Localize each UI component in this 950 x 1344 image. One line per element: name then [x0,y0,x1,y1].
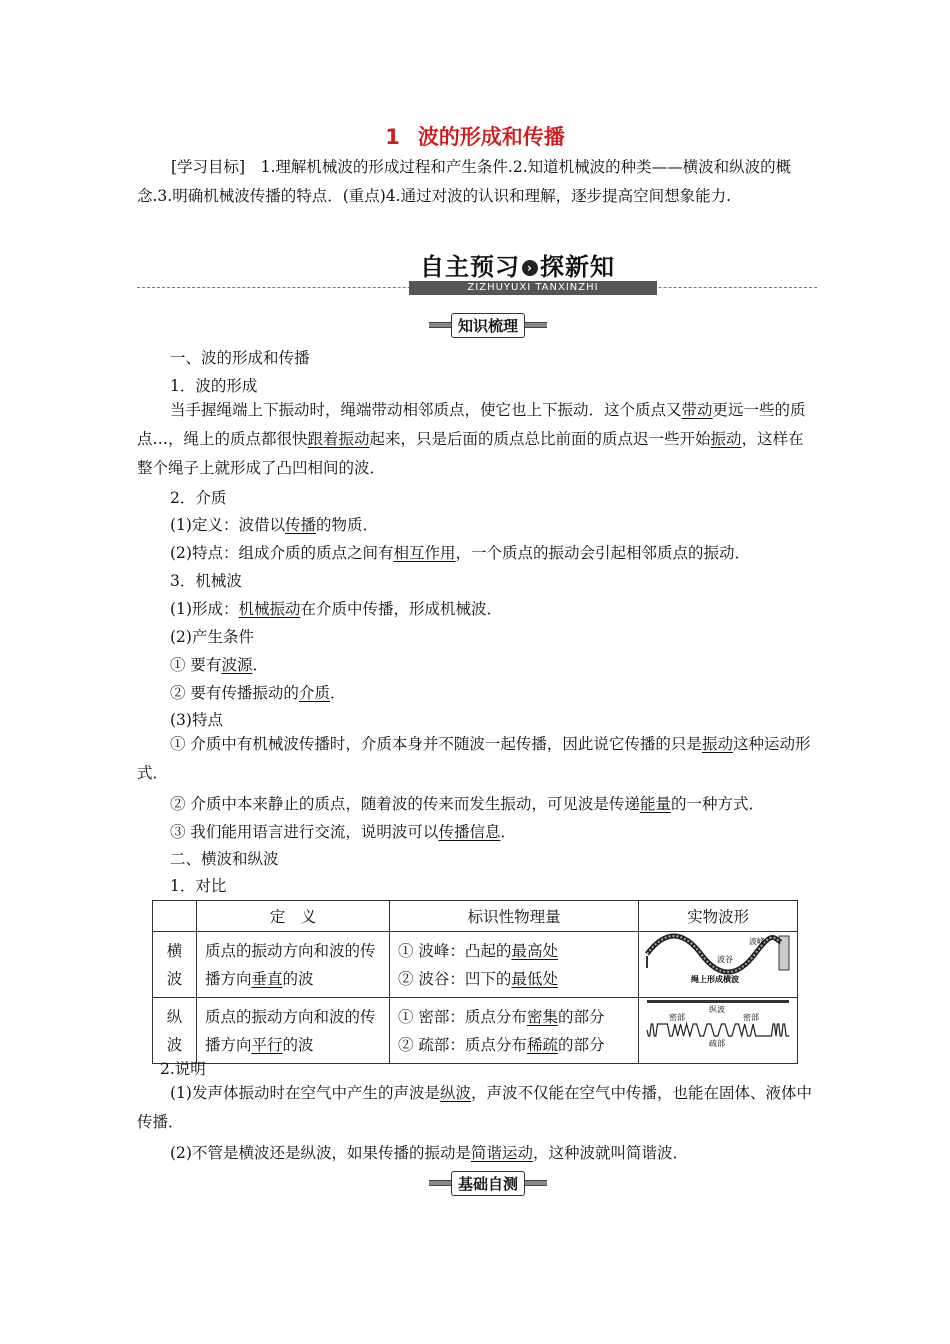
learning-goals: [学习目标] 1.理解机械波的形成过程和产生条件.2.知道机械波的种类——横波和纵波的概念.3.明确机械波传播的特点．(重点)4.通过对波的认识和理解，逐步提高空间想象能力. [137,158,792,205]
transverse-wave-figure [643,932,793,988]
medium-definition: (1)定义：波借以传播的物质． [170,516,378,534]
subheading-formation: 1．波的形成 [170,377,258,395]
table-row: 横 波 质点的振动方向和波的传播方向垂直的波 ① 波峰：凸起的最高处 ② 波谷：凹下的最低处 波峰 波谷 绳上形成横波 [153,932,798,998]
banner-subtitle: ZIZHUYUXI TANXINZHI [409,281,657,295]
features-heading: (3)特点 [170,711,223,729]
subheading-compare: 1．对比 [170,877,227,895]
label-longitudinal: 纵波 [709,1005,726,1014]
mechanical-wave-formation: (1)形成：机械振动在介质中传播，形成机械波． [170,600,502,618]
subheading-notes: 2.说明 [160,1060,206,1078]
label-trough: 波谷 [717,955,734,964]
note-2: (2)不管是横波还是纵波，如果传播的振动是简谐运动，这种波就叫简谐波． [170,1144,688,1162]
subheading-medium: 2．介质 [170,489,227,507]
feature-3: ③ 我们能用语言进行交流，说明波可以传播信息． [170,823,516,841]
note-1: (1)发声体振动时在空气中产生的声波是纵波，声波不仅能在空气中传播，也能在固体、液体中传播． [137,1084,812,1131]
section-tab-knowledge: 知识梳理 [429,314,547,336]
label-sparse: 疏部 [709,1039,726,1048]
subheading-mechanical-wave: 3．机械波 [170,572,242,590]
conditions-heading: (2)产生条件 [170,628,254,646]
chevron-right-icon: › [522,260,538,276]
longitudinal-wave-figure [643,998,793,1054]
label-dense-2: 密部 [743,1013,760,1022]
paragraph-formation: 当手握绳端上下振动时，绳端带动相邻质点，使它也上下振动．这个质点又带动更远一些的质点…，绳上的质点都很快跟着振动起来，只是后面的质点总比前面的质点迟一些开始振动，这样在整个绳子上就形成了凸凹相间的波． [137,401,806,477]
section-banner: 自主预习 › 探新知 [420,247,638,279]
heading-wave-types: 二、横波和纵波 [170,850,279,868]
figure-caption: 绳上形成横波 [691,975,740,984]
condition-medium: ② 要有传播振动的介质． [170,684,346,702]
label-peak: 波峰 [749,937,766,946]
comparison-table [152,900,798,1064]
table-header-row: 定 义 标识性物理量 实物波形 [153,901,798,932]
table-row: 纵 波 质点的振动方向和波的传播方向平行的波 ① 密部：质点分布密集的部分 ② 疏部：质点分布稀疏的部分 纵波 密部 密部 疏部 [153,998,798,1064]
section-tab-self-test: 基础自测 [429,1172,547,1194]
feature-2: ② 介质中本来静止的质点，随着波的传来而发生振动，可见波是传递能量的一种方式． [170,795,764,813]
feature-1: ① 介质中有机械波传播时，介质本身并不随波一起传播，因此说它传播的只是振动这种运动形式． [137,735,811,782]
condition-source: ① 要有波源． [170,656,268,674]
heading-wave-formation: 一、波的形成和传播 [170,349,310,367]
medium-feature: (2)特点：组成介质的质点之间有相互作用，一个质点的振动会引起相邻质点的振动． [170,544,750,562]
label-dense-1: 密部 [669,1013,686,1022]
page-title: 1 波的形成和传播 [385,125,565,149]
